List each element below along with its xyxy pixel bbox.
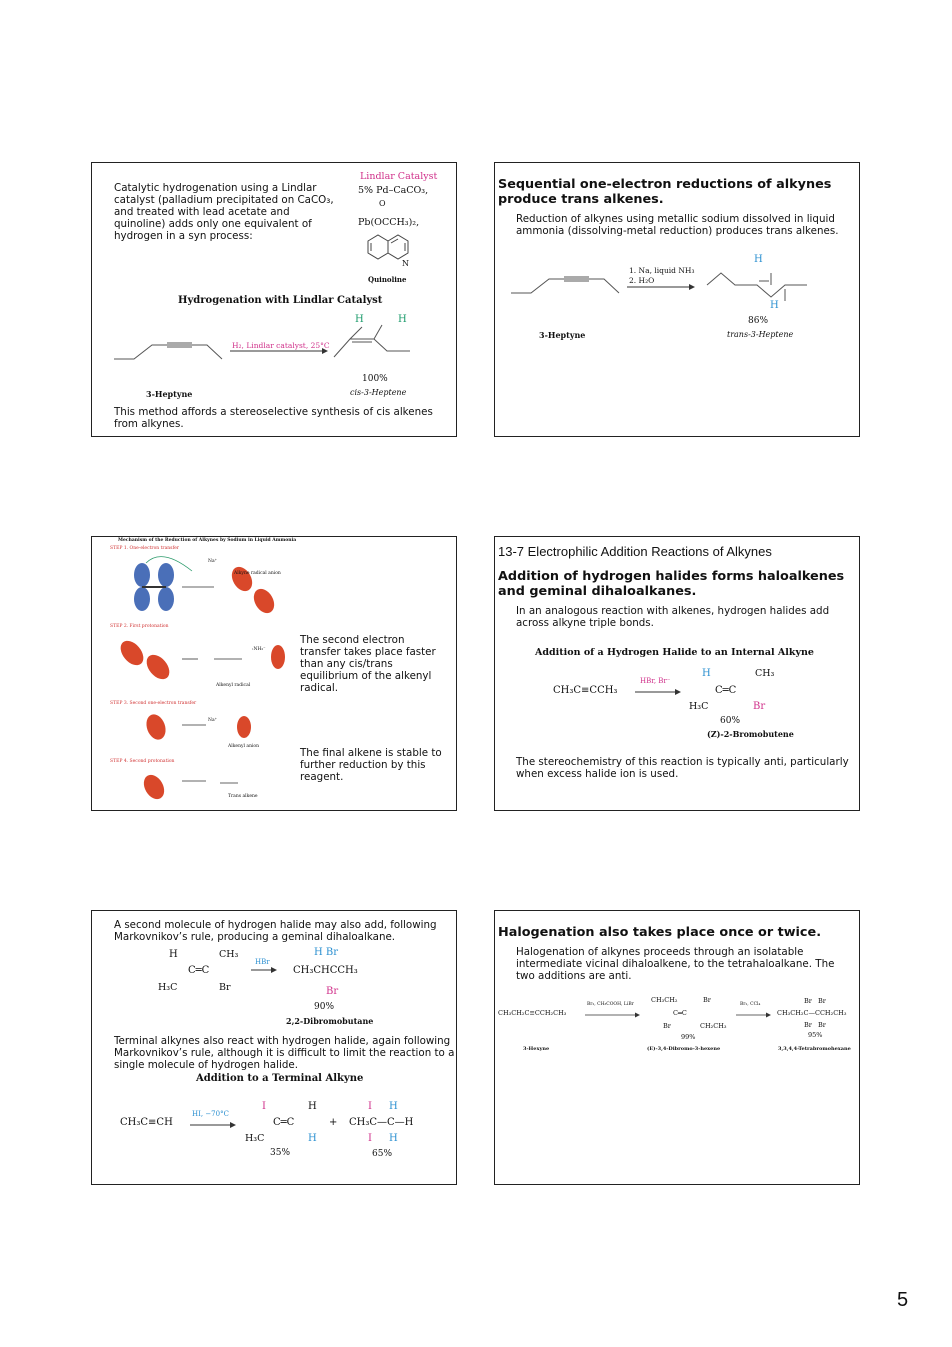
slide5-yield2a: 35% — [270, 1148, 291, 1158]
slide5-a-h3c: H₃C — [245, 1133, 265, 1144]
mech-label1: Alkyne radical anion — [234, 571, 281, 576]
mech-step1: STEP 1. One-electron transfer — [110, 546, 179, 551]
quinoline-structure-icon — [360, 231, 420, 275]
slide3-text1: The second electron transfer takes place faster than any cis/trans equilibrium of the alkenyl radical. — [300, 634, 436, 694]
lindlar-o: O — [379, 199, 386, 208]
mech-step2: STEP 2. First protonation — [110, 624, 169, 629]
slide4-reagent: HBr, Br⁻ — [640, 677, 671, 685]
slide5-a-h-top: H — [308, 1101, 317, 1112]
slide6-reagent1: Br₂, CH₃COOH, LiBr — [587, 1002, 634, 1007]
slide5-scheme-title: Addition to a Terminal Alkyne — [196, 1073, 364, 1084]
slide2-heading: Sequential one-electron reductions of alkynes produce trans alkenes. — [498, 177, 832, 207]
slide6-yield2: 95% — [808, 1031, 823, 1039]
slide4-footer: The stereochemistry of this reaction is typically anti, particularly when excess halide ion is used. — [516, 756, 849, 780]
slide4-yield: 60% — [720, 716, 741, 726]
slide5-r-c: C═C — [188, 965, 210, 976]
mech-na-1: Na⁺ — [208, 559, 217, 564]
slide6-name2: (E)-3,4-Dibromo-3-hexene — [647, 1046, 721, 1052]
slide5-yield2b: 65% — [372, 1149, 393, 1159]
slide4-heading: Addition of hydrogen halides forms haloalkenes and geminal dihaloalkanes. — [498, 569, 845, 599]
mech-nh2: :NH₂⁻ — [252, 647, 266, 652]
slide-halogenation — [494, 910, 860, 1185]
slide6-i-ch3ch2: CH₃CH₂ — [651, 996, 678, 1004]
slide5-reactant2: CH₃C≡CH — [120, 1117, 173, 1128]
slide5-r-br: Br — [219, 982, 231, 993]
slide5-r-h3c: H₃C — [158, 982, 178, 993]
mech-label3: Alkenyl anion — [228, 744, 260, 749]
slide5-arrow2-icon — [190, 1120, 240, 1130]
slide6-p-br-bl: Br — [804, 1021, 812, 1029]
slide-geminal-dihaloalkane — [91, 910, 457, 1185]
slide3-text2: The final alkene is stable to further reduction by this reagent. — [300, 747, 442, 783]
slide4-p-h3c: H₃C — [689, 701, 709, 712]
slide4-scheme-title: Addition of a Hydrogen Halide to an Internal Alkyne — [535, 647, 814, 658]
slide4-p-h: H — [702, 668, 711, 679]
slide6-yield1: 99% — [681, 1033, 696, 1041]
mech-step4: STEP 4. Second protonation — [110, 759, 175, 764]
slide2-reactant: 3-Heptyne — [539, 330, 586, 340]
slide2-reagent2: 2. H₂O — [629, 276, 655, 285]
slide1-reagent: H₂, Lindlar catalyst, 25°C — [232, 341, 330, 350]
slide5-reagent: HBr — [255, 958, 270, 966]
slide1-product: cis-3-Heptene — [350, 388, 407, 397]
slide6-p-main: CH₃CH₂C—CCH₂CH₃ — [777, 1009, 847, 1017]
mech-step3: STEP 3. Second one-electron transfer — [110, 701, 197, 706]
slide-electrophilic-addition — [494, 536, 860, 811]
page-number: 5 — [897, 1289, 909, 1311]
slide6-i-ch2ch3: CH₂CH₃ — [700, 1022, 727, 1030]
mechanism-orbitals-diagram — [102, 541, 302, 811]
slide5-b-i-top: I — [368, 1101, 372, 1112]
slide5-r-h: H — [169, 949, 178, 960]
quinoline-n: N — [402, 259, 409, 268]
slide6-p-br-tr: Br — [818, 997, 826, 1005]
slide5-mid: Terminal alkynes also react with hydrogen halide, again following Markovnikov’s rule, although it is difficult to limit the reaction to a single molecule of hydrogen halide. — [114, 1035, 455, 1071]
slide5-a-h-bottom: H — [308, 1133, 317, 1144]
slide6-name1: 3-Hexyne — [523, 1046, 550, 1052]
slide6-body: Halogenation of alkynes proceeds through an isolatable intermediate vicinal dihaloalkene, to the tetrahaloalkane. The two additions are anti. — [516, 946, 835, 982]
lindlar-title: Lindlar Catalyst — [360, 171, 438, 182]
slide6-p-br-br: Br — [818, 1021, 826, 1029]
slide6-p-br-tl: Br — [804, 997, 812, 1005]
slide1-footer: This method affords a stereoselective synthesis of cis alkenes from alkynes. — [114, 406, 433, 430]
mech-title: Mechanism of the Reduction of Alkynes by Sodium in Liquid Ammonia — [118, 538, 297, 543]
slide2-h-bottom: H — [770, 300, 779, 311]
mech-label4: Trans alkene — [228, 794, 258, 799]
slide4-reactant: CH₃C≡CCH₃ — [553, 685, 618, 696]
slide5-intro: A second molecule of hydrogen halide may also add, following Markovnikov’s rule, producing a geminal dihaloalkane. — [114, 919, 437, 943]
slide5-arrow1-icon — [251, 965, 281, 975]
slide5-b-i-bottom: I — [368, 1133, 372, 1144]
slide4-product: (Z)-2-Bromobutene — [707, 729, 794, 739]
lindlar-line1: 5% Pd–CaCO₃, — [358, 185, 429, 196]
slide5-reagent2: HI, −70°C — [192, 1110, 229, 1118]
slide1-yield: 100% — [362, 374, 388, 384]
slide6-i-br-top: Br — [703, 996, 711, 1004]
slide4-p-br: Br — [753, 701, 766, 712]
slide2-reagent1: 1. Na, liquid NH₃ — [629, 266, 695, 275]
slide5-plus: + — [329, 1117, 338, 1128]
slide6-reagent2: Br₂, CCl₄ — [740, 1002, 761, 1007]
slide5-b-h-bottom: H — [389, 1133, 398, 1144]
mech-label2: Alkenyl radical — [216, 683, 251, 688]
slide6-i-br-bottom: Br — [663, 1022, 671, 1030]
slide5-yield1: 90% — [314, 1002, 335, 1012]
slide6-name3: 3,3,4,4-Tetrabromohexane — [778, 1046, 851, 1052]
slide-reduction-mechanism — [91, 536, 457, 811]
slide2-h-top: H — [754, 254, 763, 265]
slide1-intro: Catalytic hydrogenation using a Lindlar catalyst (palladium precipitated on CaCO₃, and treated with lead acetate and quinoline) adds only one equivalent of hydrogen in a syn process: — [114, 182, 334, 242]
quinoline-label: Quinoline — [368, 275, 407, 284]
slide5-p-main: CH₃CHCCH₃ — [293, 965, 358, 976]
slide4-p-c: C═C — [715, 685, 737, 696]
slide-dissolving-metal-reduction — [494, 162, 860, 437]
slide5-a-c: C═C — [273, 1117, 295, 1128]
slide5-b-main: CH₃C—C—H — [349, 1117, 414, 1128]
slide2-body: Reduction of alkynes using metallic sodium dissolved in liquid ammonia (dissolving-metal reduction) produces trans alkenes. — [516, 213, 839, 237]
slide2-product: trans-3-Heptene — [727, 330, 794, 339]
slide6-arrow1-icon — [585, 1011, 641, 1019]
slide6-arrow2-icon — [736, 1011, 772, 1019]
slide5-r-ch3: CH₃ — [219, 949, 239, 960]
slide2-yield: 86% — [748, 316, 769, 326]
slide5-b-h-top: H — [389, 1101, 398, 1112]
slide5-a-i: I — [262, 1101, 266, 1112]
slide5-product1: 2,2-Dibromobutane — [286, 1016, 374, 1026]
slide1-h-right: H — [398, 314, 407, 325]
lindlar-line2: Pb(OCCH₃)₂, — [358, 217, 420, 228]
slide4-body: In an analogous reaction with alkenes, hydrogen halides add across alkyne triple bonds. — [516, 605, 830, 629]
slide4-p-ch3: CH₃ — [755, 668, 775, 679]
slide1-h-left: H — [355, 314, 364, 325]
slide4-section: 13-7 Electrophilic Addition Reactions of Alkynes — [498, 544, 772, 559]
slide6-reactant: CH₃CH₂C≡CCH₂CH₃ — [498, 1009, 567, 1017]
slide1-reactant: 3-Heptyne — [146, 389, 193, 399]
mech-na-2: Na⁺ — [208, 718, 217, 723]
slide1-scheme-title: Hydrogenation with Lindlar Catalyst — [178, 295, 383, 306]
slide-lindlar-hydrogenation — [91, 162, 457, 437]
slide6-heading: Halogenation also takes place once or twice. — [498, 925, 822, 940]
slide5-p-top: H Br — [314, 947, 339, 958]
slide6-i-c: C═C — [673, 1009, 687, 1017]
slide4-arrow-icon — [635, 687, 685, 697]
slide5-p-br: Br — [326, 986, 339, 997]
